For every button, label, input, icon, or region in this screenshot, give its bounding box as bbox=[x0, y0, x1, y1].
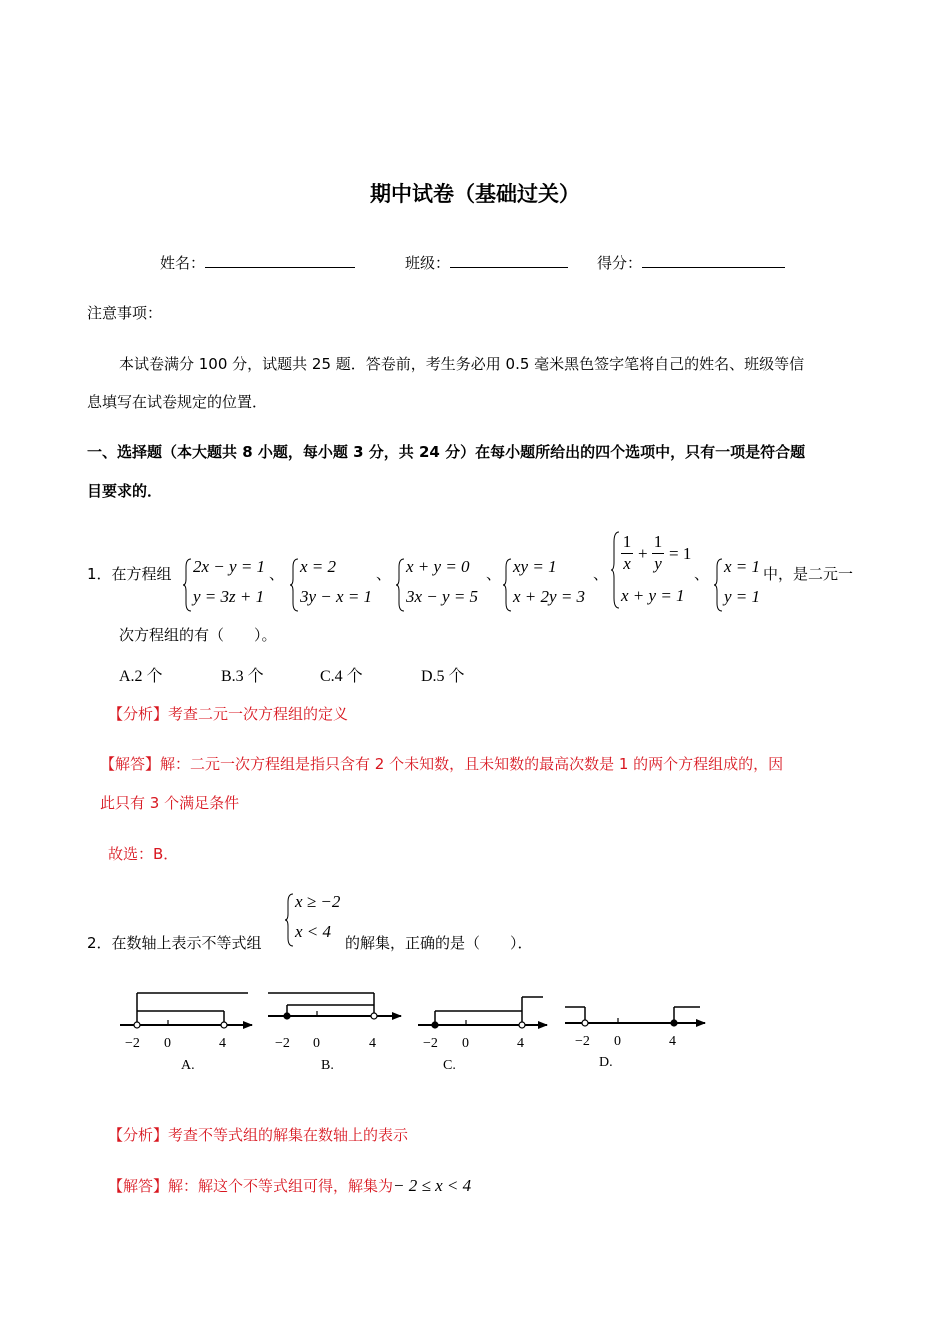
q1-system-5-eq2: x + y = 1 bbox=[621, 586, 685, 605]
tick-label-0: 0 bbox=[614, 1034, 621, 1049]
brace-icon bbox=[183, 557, 193, 613]
q1-system-2-eq1: x = 2 bbox=[300, 557, 337, 576]
option-label-b: B. bbox=[321, 1058, 334, 1073]
option-label-c: C. bbox=[443, 1058, 456, 1073]
brace-icon bbox=[714, 557, 724, 613]
q1-answer-line-1 bbox=[100, 753, 783, 774]
q2-suffix: 的解集，正确的是（ ）． bbox=[345, 934, 533, 952]
analysis-text: 考查二元一次方程组的定义 bbox=[168, 705, 349, 723]
q2-prefix: 2．在数轴上表示不等式组 bbox=[87, 934, 262, 952]
q1-system-5 bbox=[611, 530, 706, 610]
brace-icon bbox=[396, 557, 406, 613]
q2-system-eq1: x ≥ −2 bbox=[295, 892, 341, 911]
notice-heading: 注意事项： bbox=[87, 304, 163, 322]
section1-line-1: 一、选择题（本大题共 8 小题，每小题 3 分，共 24 分）在每小题所给出的四个选项中，只有一项是符合题 bbox=[87, 443, 806, 461]
name-label: 姓名： bbox=[160, 254, 206, 272]
q1-separator: 、 bbox=[269, 565, 285, 583]
number-line-a[interactable] bbox=[120, 993, 252, 1073]
q2-answer bbox=[108, 1175, 471, 1196]
q2-system-eq2: x < 4 bbox=[295, 922, 332, 941]
number-line-d[interactable] bbox=[565, 1007, 705, 1070]
name-field[interactable] bbox=[160, 252, 355, 273]
tick-label-neg2: −2 bbox=[275, 1036, 290, 1051]
brace-icon bbox=[503, 557, 513, 613]
q1-option-b[interactable]: B.3 个 bbox=[221, 668, 264, 685]
page-title: 期中试卷（基础过关） bbox=[370, 182, 580, 206]
number-line-c[interactable] bbox=[418, 997, 547, 1073]
class-field[interactable] bbox=[405, 252, 568, 273]
answer-math: − 2 ≤ x < 4 bbox=[393, 1176, 472, 1195]
q1-prefix: 1．在方程组 bbox=[87, 565, 172, 583]
q1-system-1-eq2: y = 3z + 1 bbox=[193, 587, 265, 606]
tick-label-4: 4 bbox=[369, 1036, 376, 1051]
tick-label-0: 0 bbox=[164, 1036, 171, 1051]
q1-system-3-eq2: 3x − y = 5 bbox=[406, 587, 479, 606]
tick-label-neg2: −2 bbox=[575, 1034, 590, 1049]
section1-line-2: 目要求的． bbox=[87, 482, 163, 500]
q1-answer-line-2: 此只有 3 个满足条件 bbox=[100, 794, 240, 812]
fraction-denominator: x bbox=[623, 554, 631, 573]
equals-one: = 1 bbox=[669, 544, 692, 563]
q2-analysis bbox=[108, 1124, 408, 1145]
fraction-numerator: 1 bbox=[653, 532, 663, 551]
notice-line-1: 本试卷满分 100 分，试题共 25 题．答卷前，考生务必用 0.5 毫米黑色签字笔将自己的姓名、班级等信 bbox=[119, 355, 805, 373]
q1-option-d[interactable]: D.5 个 bbox=[421, 668, 465, 685]
q1-line-2: 次方程组的有（ ）。 bbox=[119, 626, 277, 644]
q1-system-4-eq2: x + 2y = 3 bbox=[513, 587, 586, 606]
tick-label-4: 4 bbox=[517, 1036, 524, 1051]
q1-separator: 、 bbox=[593, 565, 609, 583]
tick-label-neg2: −2 bbox=[423, 1036, 438, 1051]
option-label-d: D. bbox=[599, 1055, 613, 1070]
option-label-a: A. bbox=[181, 1058, 195, 1073]
q1-analysis bbox=[108, 703, 348, 724]
brace-icon bbox=[285, 892, 295, 948]
q1-system-6-eq2: y = 1 bbox=[724, 587, 761, 606]
analysis-tag: 【分析】 bbox=[108, 705, 169, 723]
q1-suffix: 中，是二元一 bbox=[763, 565, 854, 583]
q1-option-a[interactable]: A.2 个 bbox=[119, 668, 163, 685]
class-label: 班级： bbox=[405, 254, 451, 272]
q1-conclusion: 故选：B． bbox=[108, 845, 179, 863]
score-blank[interactable] bbox=[642, 253, 785, 268]
answer-text: 解：二元一次方程组是指只含有 2 个未知数，且未知数的最高次数是 1 的两个方程组成的，因 bbox=[160, 755, 784, 773]
tick-label-0: 0 bbox=[313, 1036, 320, 1051]
answer-tag: 【解答】 bbox=[108, 1177, 169, 1195]
score-label: 得分： bbox=[597, 254, 643, 272]
fraction-numerator: 1 bbox=[622, 532, 632, 551]
notice-line-2: 息填写在试卷规定的位置． bbox=[87, 393, 268, 411]
q1-separator: 、 bbox=[694, 565, 710, 583]
tick-label-neg2: −2 bbox=[125, 1036, 140, 1051]
plus-sign: + bbox=[638, 544, 648, 563]
q1-option-c[interactable]: C.4 个 bbox=[320, 668, 363, 685]
q1-system-6-eq1: x = 1 bbox=[724, 557, 761, 576]
fraction-denominator: y bbox=[654, 554, 662, 573]
brace-icon bbox=[611, 530, 621, 610]
answer-tag: 【解答】 bbox=[100, 755, 161, 773]
class-blank[interactable] bbox=[450, 253, 568, 268]
tick-label-0: 0 bbox=[462, 1036, 469, 1051]
number-line-figure bbox=[115, 990, 710, 1075]
q1-system-4-eq1: xy = 1 bbox=[513, 557, 557, 576]
q1-system-2-eq2: 3y − x = 1 bbox=[300, 587, 373, 606]
brace-icon bbox=[290, 557, 300, 613]
tick-label-4: 4 bbox=[219, 1036, 226, 1051]
q1-system-1-eq1: 2x − y = 1 bbox=[193, 557, 266, 576]
tick-label-4: 4 bbox=[669, 1034, 676, 1049]
analysis-text: 考查不等式组的解集在数轴上的表示 bbox=[168, 1126, 409, 1144]
answer-text: 解：解这个不等式组可得，解集为 bbox=[168, 1177, 394, 1195]
analysis-tag: 【分析】 bbox=[108, 1126, 169, 1144]
number-line-b[interactable] bbox=[268, 993, 401, 1073]
score-field[interactable] bbox=[597, 252, 785, 273]
q1-system-3-eq1: x + y = 0 bbox=[406, 557, 470, 576]
name-blank[interactable] bbox=[205, 253, 355, 268]
q1-separator: 、 bbox=[376, 565, 392, 583]
q1-separator: 、 bbox=[486, 565, 502, 583]
